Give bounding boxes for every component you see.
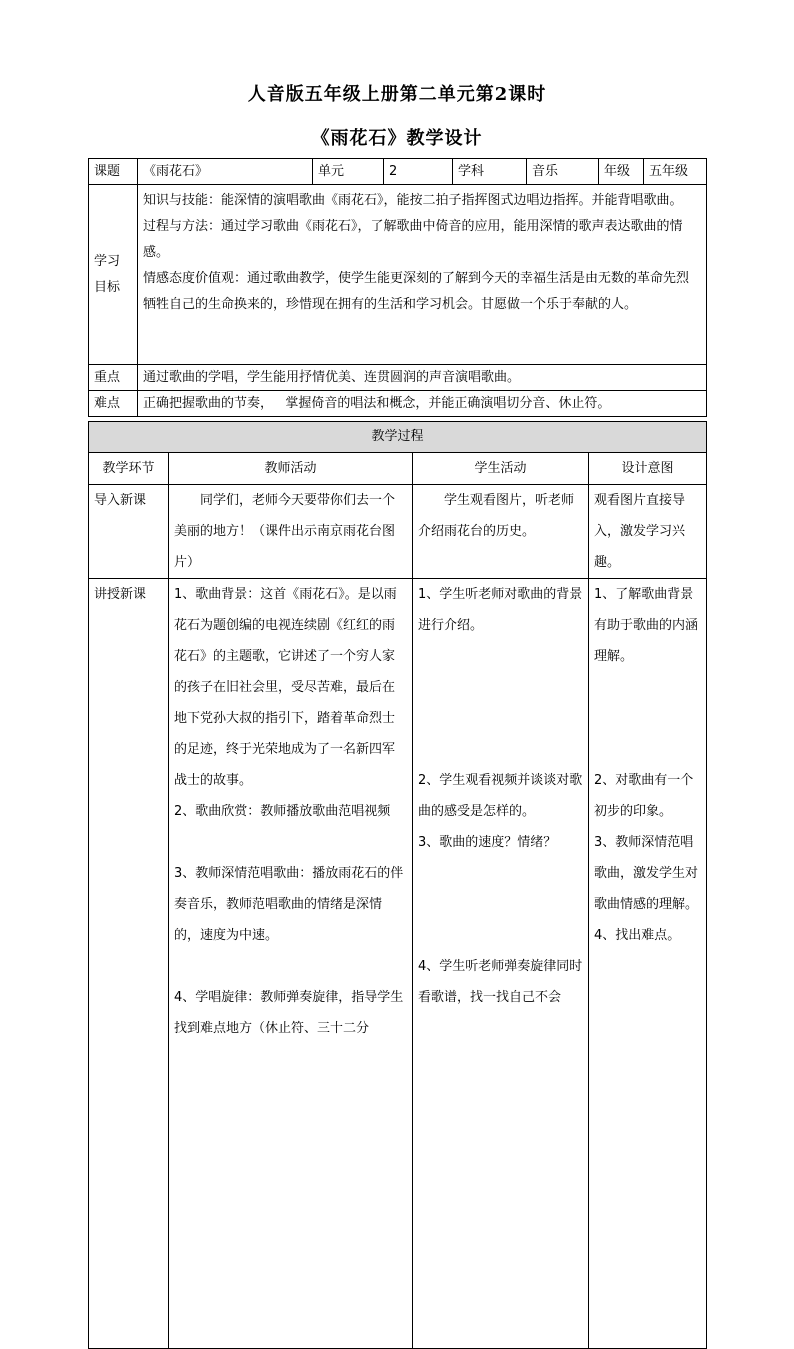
topic-label: 课题 (89, 159, 138, 185)
intent-step-2: 2、对歌曲有一个初步的印象。 (594, 773, 694, 819)
goal-process: 过程与方法：通过学习歌曲《雨花石》，了解歌曲中倚音的应用，能用深情的歌声表达歌曲的情感。 (143, 219, 683, 260)
key-point-label: 重点 (89, 365, 138, 391)
new-student (413, 579, 589, 1349)
key-point-value: 通过歌曲的学唱，学生能用抒情优美、连贯圆润的声音演唱歌曲。 (138, 365, 707, 391)
process-table (88, 421, 707, 1349)
subject-label: 学科 (453, 159, 527, 185)
goals-content (138, 185, 707, 365)
grade-label: 年级 (599, 159, 644, 185)
teacher-step-1: 1、歌曲背景：这首《雨花石》。是以雨花石为题创编的电视连续剧《红红的雨花石》的主题歌，它讲述了一个穷人家的孩子在旧社会里，受尽苦难，最后在地下党孙大叔的指引下，踏着革命烈士的足迹，终于光荣地成为了一名新四军战士的故事。 (174, 587, 397, 788)
intro-stage: 导入新课 (89, 485, 169, 579)
col-stage: 教学环节 (89, 453, 169, 485)
info-table (88, 158, 707, 417)
intro-intent: 观看图片直接导入，激发学习兴趣。 (589, 485, 707, 579)
intent-step-1: 1、了解歌曲背景有助于歌曲的内涵理解。 (594, 587, 699, 664)
student-step-1: 1、学生听老师对歌曲的背景进行介绍。 (418, 587, 583, 633)
new-stage: 讲授新课 (89, 579, 169, 1349)
goal-knowledge: 知识与技能：能深情的演唱歌曲《雨花石》，能按二拍子指挥图式边唱边指挥。并能背唱歌曲。 (143, 193, 683, 208)
subject-value: 音乐 (527, 159, 599, 185)
intro-teacher: 同学们，老师今天要带你们去一个美丽的地方！（课件出示南京雨花台图片） (169, 485, 413, 579)
goals-label: 学习目标 (89, 185, 138, 365)
unit-label: 单元 (313, 159, 384, 185)
student-step-2: 2、学生观看视频并谈谈对歌曲的感受是怎样的。 (418, 773, 583, 819)
grade-value: 五年级 (644, 159, 707, 185)
teacher-step-3: 3、教师深情范唱歌曲：播放雨花石的伴奏音乐，教师范唱歌曲的情绪是深情的，速度为中速。 (174, 866, 404, 943)
teacher-step-2: 2、歌曲欣赏：教师播放歌曲范唱视频 (174, 804, 391, 819)
difficulty-label: 难点 (89, 391, 138, 417)
student-step-4: 4、学生听老师弹奏旋律同时看歌谱，找一找自己不会 (418, 959, 583, 1005)
col-teacher: 教师活动 (169, 453, 413, 485)
teacher-step-4: 4、学唱旋律：教师弹奏旋律，指导学生找到难点地方（休止符、三十二分 (174, 990, 404, 1036)
document-title: 人音版五年级上册第二单元第2课时 (247, 84, 547, 105)
new-intent (589, 579, 707, 1349)
difficulty-value: 正确把握歌曲的节奏， 掌握倚音的唱法和概念，并能正确演唱切分音、休止符。 (138, 391, 707, 417)
unit-value: 2 (384, 159, 453, 185)
intent-step-4: 4、找出难点。 (594, 928, 681, 943)
topic-value: 《雨花石》 (138, 159, 313, 185)
col-student: 学生活动 (413, 453, 589, 485)
new-teacher (169, 579, 413, 1349)
goal-emotion: 情感态度价值观：通过歌曲教学，使学生能更深刻的了解到今天的幸福生活是由无数的革命先烈牺牲自己的生命换来的，珍惜现在拥有的生活和学习机会。甘愿做一个乐于奉献的人。 (143, 271, 690, 312)
document-subtitle: 《雨花石》教学设计 (311, 128, 483, 149)
col-intent: 设计意图 (589, 453, 707, 485)
intent-step-3: 3、教师深情范唱歌曲，激发学生对歌曲情感的理解。 (594, 835, 699, 912)
student-step-3: 3、歌曲的速度？情绪？ (418, 835, 557, 850)
process-header: 教学过程 (89, 422, 707, 453)
intro-student: 学生观看图片，听老师介绍雨花台的历史。 (413, 485, 589, 579)
